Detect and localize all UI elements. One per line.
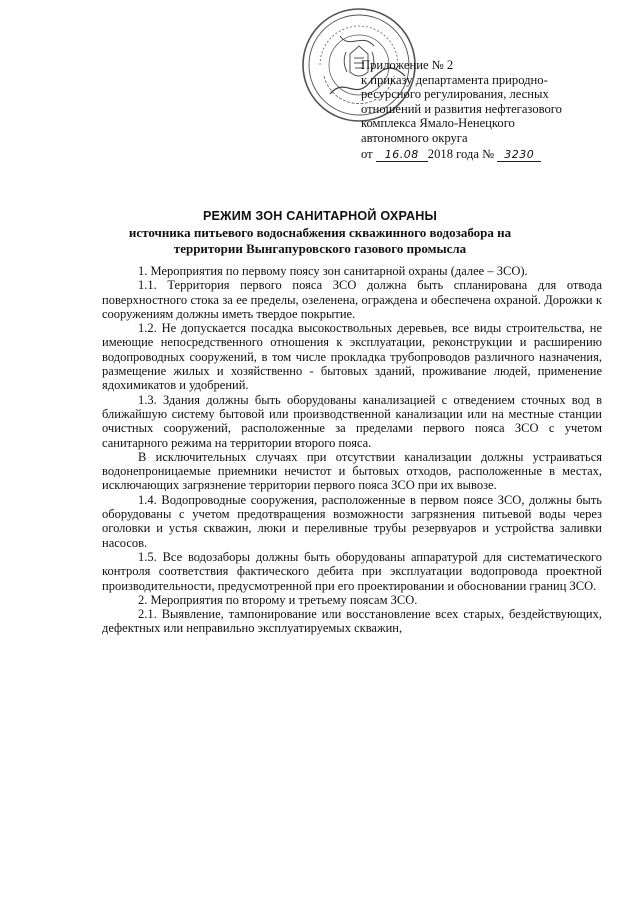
header-line: комплекса Ямало-Ненецкого [361,116,515,131]
header-line: ресурсного регулирования, лесных [361,87,549,102]
paragraph: 1.5. Все водозаборы должны быть оборудованы аппаратурой для систематического контроля соответствия фактического дебита при эксплуатации водопровода проектной производительности, предусмотренной при его проектировании и обосновании границ ЗСО. [102,549,602,593]
paragraph: 2.1. Выявление, тампонирование или восстановление всех старых, бездействующих, дефектных или неправильно эксплуатируемых скважин, [102,607,602,636]
appendix-number: Приложение № 2 [361,58,454,72]
document-subtitle [0,225,640,256]
order-date-line [361,147,611,162]
paragraph: 1.2. Не допускается посадка высокоствольных деревьев, все виды строительства, не имеющие непосредственного отношения к эксплуатации, реконструкции и расширению водопроводных сооружений, в том числе прокладка трубопроводов различного назначения, размещение жилых и хозяйственно - бытовых зданий, проживание людей, применение ядохимикатов и удобрений. [102,321,602,393]
subtitle-line: источника питьевого водоснабжения скважинного водозабора на [128,225,512,240]
appendix-header [361,58,611,162]
header-line: к приказу департамента природно- [361,72,548,87]
header-line: автономного округа [361,130,468,145]
paragraph: 1.1. Территория первого пояса ЗСО должна быть спланирована для отвода поверхностного стока за ее пределы, озеленена, ограждена и обеспечена охраной. Дорожки к сооружениям должны иметь твердое покрытие. [102,278,602,321]
date-year: 2018 года № [427,146,495,161]
document-title: РЕЖИМ ЗОН САНИТАРНОЙ ОХРАНЫ [202,209,438,223]
paragraph: 2. Мероприятия по второму и третьему поясам ЗСО. [138,592,418,607]
header-line: отношений и развития нефтегазового [361,101,562,116]
date-prefix: от [361,146,373,161]
subtitle-line: территории Вынгапуровского газового промысла [173,240,467,256]
paragraph: 1. Мероприятия по первому поясу зон санитарной охраны (далее – ЗСО). [138,264,528,278]
handwritten-order-number: 3230 [497,148,541,162]
paragraph: 1.3. Здания должны быть оборудованы канализацией с отведением сточных вод в ближайшую систему бытовой или производственной канализации или на местные станции очистных сооружений, расположенные за пределами первого пояса ЗСО с учетом санитарного режима на территории второго пояса. [102,392,602,450]
document-body [102,264,602,636]
paragraph: 1.4. Водопроводные сооружения, расположенные в первом поясе ЗСО, должны быть оборудованы с учетом предотвращения возможности загрязнения питьевой воды через оголовки и устья скважин, люки и переливные трубы резервуаров и устройства заливки насосов. [102,492,602,550]
handwritten-date: 16.08 [376,148,428,162]
paragraph: В исключительных случаях при отсутствии канализации должны устраиваться водонепроницаемые приемники нечистот и бытовых отходов, расположенные в местах, исключающих загрязнение территории первого пояса ЗСО при их вывозе. [102,449,602,493]
